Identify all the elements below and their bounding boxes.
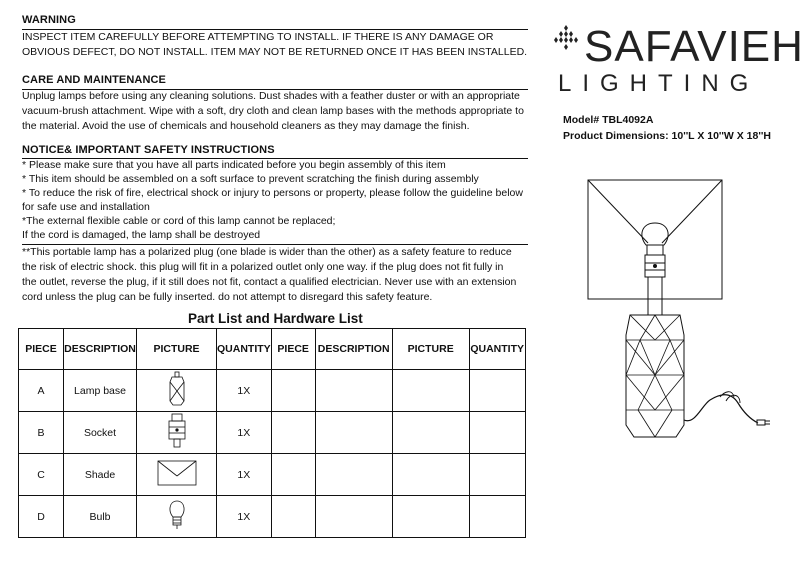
header-description-2: DESCRIPTION — [315, 329, 392, 370]
row-quantity: 1X — [217, 496, 272, 538]
row-description: Shade — [64, 454, 137, 496]
warning-line-2: OBVIOUS DEFECT, DO NOT INSTALL. ITEM MAY NOT BE RETURNED ONCE IT HAS BEEN INSTALLED. — [22, 46, 528, 58]
lamp-base-icon — [167, 371, 187, 407]
notice-line-4: for safe use and installation — [22, 201, 150, 213]
row-quantity: 1X — [217, 370, 272, 412]
row-quantity: 1X — [217, 454, 272, 496]
header-picture: PICTURE — [137, 329, 217, 370]
care-heading: CARE AND MAINTENANCE — [22, 74, 166, 86]
empty-cell — [315, 412, 392, 454]
plug-line-3: the outlet, reverse the plug, if it still does not fit, contact a qualified electrician. Never use with an extension — [22, 276, 517, 288]
warning-line-1: INSPECT ITEM CAREFULLY BEFORE ATTEMPTING TO INSTALL. IF THERE IS ANY DAMAGE OR — [22, 31, 494, 43]
empty-cell — [271, 412, 315, 454]
row-piece: B — [19, 412, 64, 454]
header-piece: PIECE — [19, 329, 64, 370]
row-piece: D — [19, 496, 64, 538]
row-description: Lamp base — [64, 370, 137, 412]
notice-line-3: * To reduce the risk of fire, electrical shock or injury to persons or property, please follow the guideline below — [22, 187, 523, 199]
empty-cell — [315, 370, 392, 412]
table-row — [19, 496, 526, 538]
notice-line-5: *The external flexible cable or cord of this lamp cannot be replaced; — [22, 215, 336, 227]
table-row — [19, 454, 526, 496]
empty-cell — [271, 454, 315, 496]
plug-line-2: the risk of electric shock. this plug will fit in a polarized outlet only one way. if the plug does not fit fully in — [22, 261, 504, 273]
notice-line-2: * This item should be assembled on a soft surface to prevent scratching the finish during assembly — [22, 173, 479, 185]
row-picture — [137, 454, 217, 496]
row-description: Socket — [64, 412, 137, 454]
socket-icon — [166, 413, 188, 449]
warning-heading: WARNING — [22, 14, 76, 26]
notice-line-1: * Please make sure that you have all parts indicated before you begin assembly of this item — [22, 159, 446, 171]
table-lamp-icon — [580, 175, 780, 445]
brand-subtitle: LIGHTING — [558, 70, 760, 97]
table-row — [19, 370, 526, 412]
notice-line-6: If the cord is damaged, the lamp shall be destroyed — [22, 229, 261, 241]
empty-cell — [271, 370, 315, 412]
empty-cell — [469, 370, 525, 412]
empty-cell — [469, 454, 525, 496]
notice-heading: NOTICE& IMPORTANT SAFETY INSTRUCTIONS — [22, 144, 275, 156]
header-piece-2: PIECE — [271, 329, 315, 370]
care-line-1: Unplug lamps before using any cleaning solutions. Dust shades with a feather duster or with an appropriate — [22, 90, 520, 102]
empty-cell — [392, 370, 469, 412]
parts-table-title: Part List and Hardware List — [188, 311, 363, 326]
row-picture — [137, 370, 217, 412]
header-description: DESCRIPTION — [64, 329, 137, 370]
empty-cell — [469, 496, 525, 538]
brand-wordmark: SAFAVIEH — [584, 22, 804, 71]
row-picture — [137, 496, 217, 538]
header-quantity: QUANTITY — [217, 329, 272, 370]
product-dimensions: Product Dimensions: 10''L X 10''W X 18''H — [563, 130, 771, 142]
bulb-icon — [167, 499, 187, 531]
empty-cell — [315, 454, 392, 496]
row-picture — [137, 412, 217, 454]
empty-cell — [469, 412, 525, 454]
model-number: Model# TBL4092A — [563, 114, 654, 126]
plug-line-4: cord unless the plug can be fully inserted. do not attempt to disregard this safety feature. — [22, 291, 433, 303]
empty-cell — [271, 496, 315, 538]
parts-table — [18, 328, 526, 538]
parts-table-header — [19, 329, 526, 370]
empty-cell — [392, 412, 469, 454]
plug-line-1: **This portable lamp has a polarized plug (one blade is wider than the other) as a safety feature to reduce — [22, 246, 512, 258]
diamond-triangle-logo-icon — [552, 24, 580, 54]
empty-cell — [392, 454, 469, 496]
header-picture-2: PICTURE — [392, 329, 469, 370]
table-row — [19, 412, 526, 454]
row-description: Bulb — [64, 496, 137, 538]
row-piece: C — [19, 454, 64, 496]
empty-cell — [315, 496, 392, 538]
shade-icon — [157, 460, 197, 486]
empty-cell — [392, 496, 469, 538]
care-line-3: the material. Avoid the use of chemicals and household cleaners as they may damage the finish. — [22, 120, 470, 132]
care-line-2: vacuum-brush attachment. Wipe with a soft, dry cloth and clean lamp bases with the methods appropriate to — [22, 105, 524, 117]
row-quantity: 1X — [217, 412, 272, 454]
row-piece: A — [19, 370, 64, 412]
header-quantity-2: QUANTITY — [469, 329, 525, 370]
